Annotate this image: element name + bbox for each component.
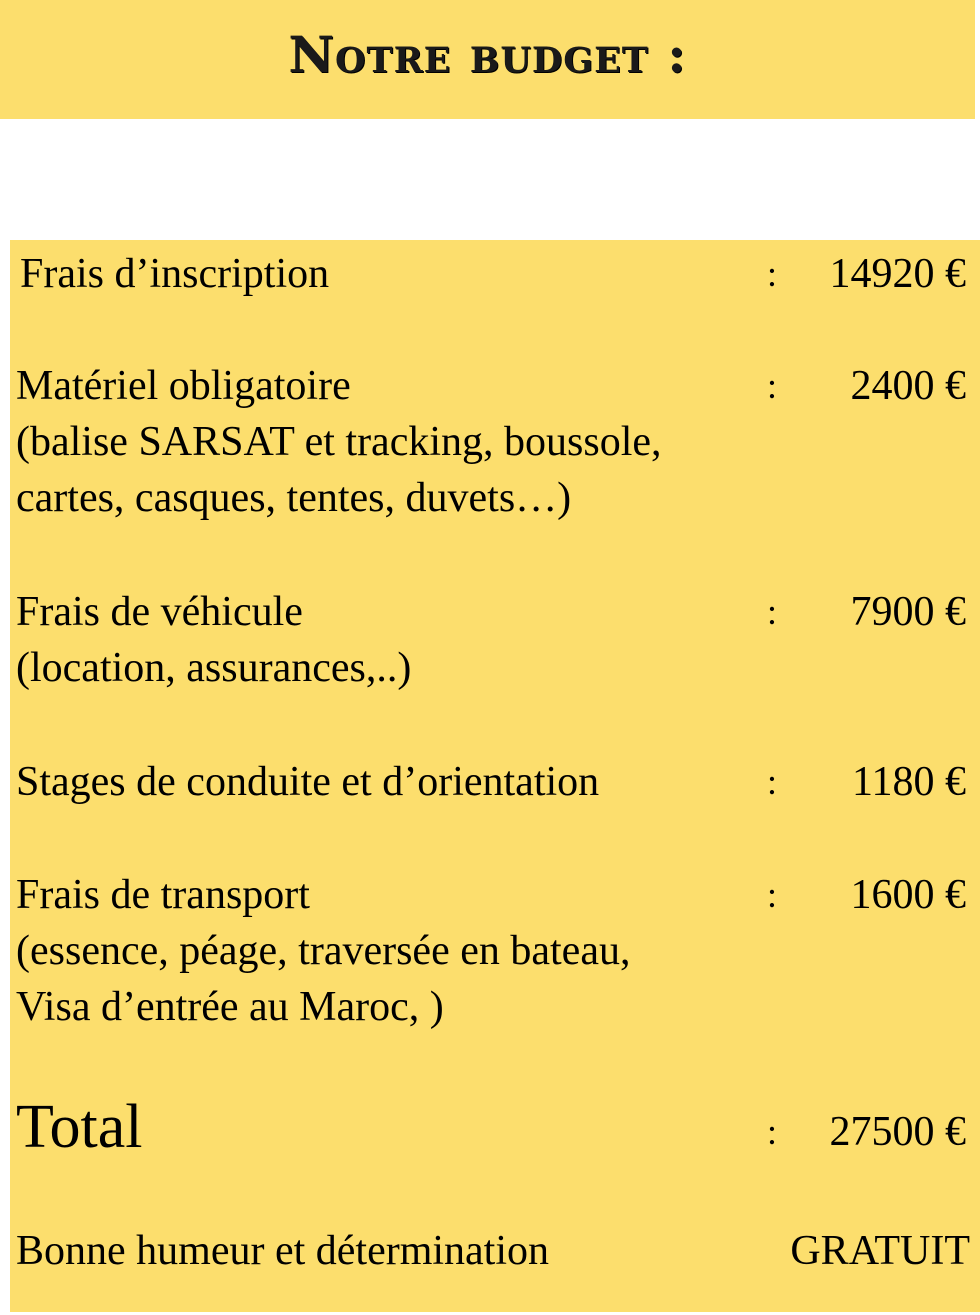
title-banner — [0, 0, 975, 119]
item-amount: 7900 € — [850, 589, 966, 635]
bonus-value: GRATUIT — [790, 1228, 970, 1274]
item-separator: : — [767, 875, 778, 915]
bonus-label: Bonne humeur et détermination — [16, 1228, 550, 1274]
item-amount: 14920 € — [829, 251, 966, 297]
budget-panel — [10, 240, 980, 1312]
item-label: Stages de conduite et d’orientation — [16, 759, 600, 805]
item-amount: 1600 € — [850, 872, 966, 918]
item-amount: 1180 € — [852, 759, 966, 805]
total-separator: : — [767, 1112, 778, 1152]
page-title: Notre budget : — [288, 25, 687, 84]
item-label: Frais de transport — [16, 872, 310, 918]
item-label: Frais d’inscription — [20, 251, 330, 297]
item-separator: : — [767, 762, 778, 802]
item-detail: (balise SARSAT et tracking, boussole, — [16, 419, 662, 465]
total-amount: 27500 € — [829, 1109, 966, 1155]
item-detail: (location, assurances,..) — [16, 645, 412, 691]
item-detail: cartes, casques, tentes, duvets…) — [16, 475, 572, 521]
item-separator: : — [767, 366, 778, 406]
item-label: Matériel obligatoire — [16, 363, 351, 409]
item-separator: : — [767, 592, 778, 632]
item-label: Frais de véhicule — [16, 589, 303, 635]
total-label: Total — [16, 1093, 143, 1161]
item-detail: (essence, péage, traversée en bateau, — [16, 928, 631, 974]
item-separator: : — [767, 254, 778, 294]
item-amount: 2400 € — [850, 363, 966, 409]
item-detail: Visa d’entrée au Maroc, ) — [16, 984, 444, 1030]
